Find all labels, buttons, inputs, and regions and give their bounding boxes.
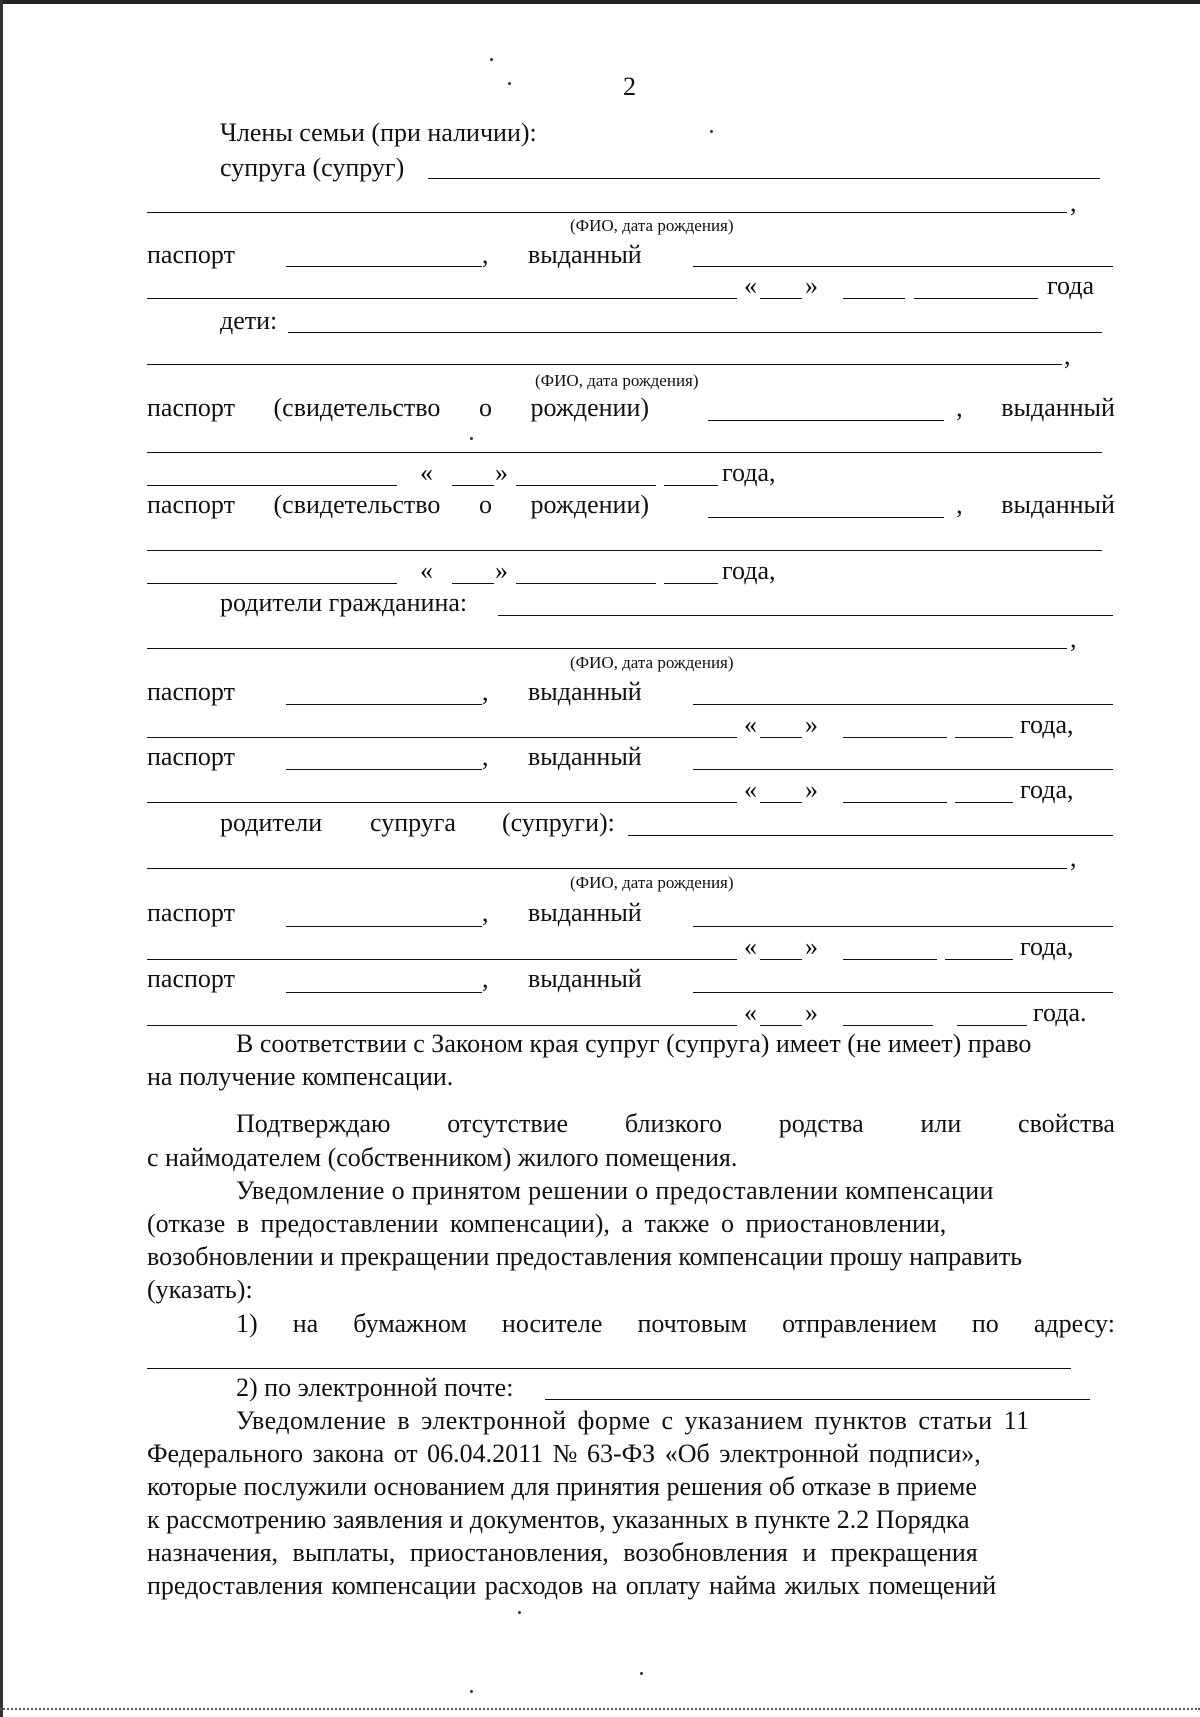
quote-close: » [805, 998, 818, 1027]
quote-open: « [744, 271, 757, 300]
law-paragraph-line1: В соответствии с Законом края супруг (супруга) имеет (не имеет) право [236, 1029, 1032, 1058]
child2-issued-by-field[interactable] [147, 550, 1102, 551]
issued-label: выданный [528, 677, 642, 706]
comma: , [1070, 188, 1077, 217]
year-label: года, [1020, 710, 1074, 739]
birth-cert-word: рождении) [530, 393, 650, 422]
child1-issued-by-field[interactable] [147, 452, 1102, 453]
spouse-issue-month-field[interactable] [843, 298, 905, 299]
scan-speckle [710, 130, 713, 133]
citizen-parent2-issued-by-field[interactable] [693, 769, 1113, 770]
electronic-paragraph-line3: которые послужили основанием для принятия решения об отказе в приеме [147, 1472, 977, 1501]
electronic-paragraph-line5: назначения, выплаты, приостановления, возобновления и прекращения [147, 1538, 978, 1567]
citizen-parent1-issued-by-field[interactable] [693, 704, 1113, 705]
spouse-parents-name-field-line2[interactable] [147, 868, 1067, 869]
year-label: года, [1020, 932, 1074, 961]
comma: , [482, 240, 489, 269]
passport-label: паспорт [147, 240, 235, 269]
passport-label: паспорт [147, 964, 235, 993]
citizen-parent1-issue-month-field[interactable] [843, 737, 947, 738]
page-number: 2 [623, 72, 636, 101]
passport-label: паспорт [147, 898, 235, 927]
spouse-parent2-issued-by-field[interactable] [693, 992, 1113, 993]
birth-cert-word: о [478, 490, 492, 519]
scan-border-left [0, 0, 3, 1717]
spouse-parent1-issue-year-field[interactable] [945, 959, 1013, 960]
spouse-issued-by-field[interactable] [693, 266, 1113, 267]
confirm-word: родства [778, 1109, 864, 1138]
spouse-parent1-issued-by-field-line2[interactable] [147, 959, 737, 960]
scan-speckle [640, 1672, 643, 1675]
year-label: года, [1020, 775, 1074, 804]
child2-issued-by-field-line2[interactable] [147, 583, 397, 584]
spouse-parent1-passport-field[interactable] [286, 926, 482, 927]
option-paper-word: 1) [236, 1309, 258, 1338]
comma: , [482, 964, 489, 993]
scan-speckle [508, 82, 511, 85]
option-paper-word: отправлением [782, 1309, 937, 1338]
confirm-paragraph-line1 [236, 1109, 1115, 1139]
issued-label: выданный [528, 240, 642, 269]
citizen-parent1-passport-field[interactable] [286, 704, 482, 705]
spouse-parent1-issued-by-field[interactable] [693, 926, 1113, 927]
year-label: года [1047, 271, 1095, 300]
option-paper-word: на [292, 1309, 319, 1338]
quote-close: » [805, 775, 818, 804]
quote-open: « [420, 556, 433, 585]
passport-label: паспорт [147, 742, 235, 771]
confirm-word: близкого [624, 1109, 722, 1138]
year-label: года, [722, 556, 776, 585]
child2-document-field[interactable] [708, 517, 944, 518]
option-email-label: 2) по электронной почте: [236, 1373, 514, 1402]
fio-caption: (ФИО, дата рождения) [570, 873, 734, 892]
comma: , [1070, 843, 1077, 872]
confirm-word: отсутствие [447, 1109, 569, 1138]
comma: , [956, 490, 963, 519]
children-label: дети: [220, 306, 278, 335]
child2-issue-year-field[interactable] [664, 583, 718, 584]
confirm-word: свойства [1018, 1109, 1115, 1138]
citizen-parent2-issue-day-field[interactable] [760, 802, 802, 803]
quote-close: » [805, 710, 818, 739]
child1-document-field[interactable] [708, 420, 944, 421]
quote-open: « [744, 710, 757, 739]
spouse-parents-w3: (супруги): [502, 808, 615, 837]
child1-issued-by-field-line2[interactable] [147, 485, 397, 486]
spouse-name-field[interactable] [428, 178, 1100, 179]
citizen-parents-name-field[interactable] [498, 615, 1113, 616]
citizen-parents-name-field-line2[interactable] [147, 648, 1067, 649]
spouse-issue-day-field[interactable] [760, 298, 802, 299]
birth-cert-word: (свидетельство [273, 393, 441, 422]
spouse-parent1-issue-month-field[interactable] [843, 959, 937, 960]
family-header: Члены семьи (при наличии): [220, 118, 537, 147]
citizen-parent2-issue-year-field[interactable] [955, 802, 1013, 803]
citizen-parent2-issued-by-field-line2[interactable] [147, 802, 737, 803]
spouse-parents-name-field[interactable] [628, 835, 1113, 836]
citizen-parent2-passport-field[interactable] [286, 769, 482, 770]
spouse-parent2-issued-by-field-line2[interactable] [147, 1025, 737, 1026]
children-name-field-line2[interactable] [147, 364, 1062, 365]
confirm-word: или [920, 1109, 962, 1138]
citizen-parents-label: родители гражданина: [220, 588, 468, 617]
issued-label: выданный [1001, 490, 1115, 519]
spouse-parent1-issue-day-field[interactable] [760, 959, 802, 960]
scan-border-top [0, 0, 1200, 4]
spouse-parent2-passport-field[interactable] [286, 992, 482, 993]
spouse-issued-by-field-line2[interactable] [147, 298, 737, 299]
quote-open: « [744, 932, 757, 961]
issued-label: выданный [528, 898, 642, 927]
fio-caption: (ФИО, дата рождения) [535, 371, 699, 390]
confirm-word: Подтверждаю [236, 1109, 391, 1138]
comma: , [956, 393, 963, 422]
quote-close: » [805, 271, 818, 300]
child1-passport-row [147, 393, 1115, 423]
comma: , [482, 898, 489, 927]
notice-paragraph-line2: (отказе в предоставлении компенсации), а также о приостановлении, [147, 1209, 947, 1238]
passport-label: паспорт [147, 490, 235, 519]
quote-close: » [495, 556, 508, 585]
law-paragraph-line2: на получение компенсации. [147, 1062, 454, 1091]
electronic-paragraph-line6: предоставления компенсации расходов на оплату найма жилых помещений [147, 1571, 997, 1600]
birth-cert-word: (свидетельство [273, 490, 441, 519]
issued-label: выданный [1001, 393, 1115, 422]
spouse-issue-year-field[interactable] [914, 298, 1038, 299]
spouse-passport-field[interactable] [286, 266, 482, 267]
spouse-parent2-issue-day-field[interactable] [760, 1025, 802, 1026]
quote-close: » [495, 458, 508, 487]
option-paper-word: носителе [501, 1309, 603, 1338]
quote-open: « [744, 775, 757, 804]
option-paper-word: по [971, 1309, 999, 1338]
spouse-parent2-issue-year-field[interactable] [957, 1025, 1027, 1026]
electronic-paragraph-line1: Уведомление в электронной форме с указанием пунктов статьи 11 [236, 1406, 1030, 1435]
quote-open: « [420, 458, 433, 487]
option-paper-word: бумажном [353, 1309, 467, 1338]
scan-speckle [470, 1690, 473, 1693]
notice-paragraph-line4: (указать): [147, 1275, 253, 1304]
spouse-parents-w2: супруга [370, 808, 456, 837]
scan-speckle [470, 437, 473, 440]
fio-caption: (ФИО, дата рождения) [570, 216, 734, 235]
comma: , [482, 677, 489, 706]
scan-border-bottom [0, 1708, 1200, 1712]
postal-address-field[interactable] [147, 1368, 1071, 1369]
child1-issue-month-field[interactable] [516, 485, 656, 486]
option-paper-word: почтовым [637, 1309, 747, 1338]
spouse-parent2-issue-month-field[interactable] [843, 1025, 933, 1026]
scan-speckle [490, 58, 493, 61]
citizen-parent2-issue-month-field[interactable] [843, 802, 947, 803]
scan-speckle [518, 1611, 521, 1614]
child2-issue-day-field[interactable] [452, 583, 494, 584]
child2-passport-row [147, 490, 1115, 520]
birth-cert-word: о [478, 393, 492, 422]
comma: , [1070, 624, 1077, 653]
children-name-field[interactable] [288, 332, 1102, 333]
quote-open: « [744, 998, 757, 1027]
confirm-paragraph-line2: с наймодателем (собственником) жилого помещения. [147, 1143, 738, 1172]
notice-paragraph-line3: возобновлении и прекращении предоставления компенсации прошу направить [147, 1242, 1023, 1271]
spouse-label: супруга (супруг) [220, 153, 405, 182]
year-label: года, [722, 458, 776, 487]
passport-label: паспорт [147, 677, 235, 706]
electronic-paragraph-line2: Федерального закона от 06.04.2011 № 63-ФЗ «Об электронной подписи», [147, 1439, 981, 1468]
fio-caption: (ФИО, дата рождения) [570, 653, 734, 672]
birth-cert-word: рождении) [530, 490, 650, 519]
email-field[interactable] [545, 1399, 1090, 1400]
citizen-parent1-issued-by-field-line2[interactable] [147, 737, 737, 738]
issued-label: выданный [528, 742, 642, 771]
comma: , [482, 742, 489, 771]
child1-issue-year-field[interactable] [664, 485, 718, 486]
spouse-name-field-line2[interactable] [147, 212, 1067, 213]
year-label: года. [1033, 998, 1087, 1027]
issued-label: выданный [528, 964, 642, 993]
notice-paragraph-line1: Уведомление о принятом решении о предоставлении компенсации [236, 1176, 994, 1205]
citizen-parent1-issue-day-field[interactable] [760, 737, 802, 738]
option-paper-row [236, 1309, 1115, 1339]
child1-issue-day-field[interactable] [452, 485, 494, 486]
child2-issue-month-field[interactable] [516, 583, 656, 584]
quote-close: » [805, 932, 818, 961]
citizen-parent1-issue-year-field[interactable] [955, 737, 1013, 738]
comma: , [1064, 341, 1071, 370]
electronic-paragraph-line4: к рассмотрению заявления и документов, указанных в пункте 2.2 Порядка [147, 1505, 970, 1534]
option-paper-word: адресу: [1033, 1309, 1115, 1338]
spouse-parents-w1: родители [220, 808, 323, 837]
passport-label: паспорт [147, 393, 235, 422]
